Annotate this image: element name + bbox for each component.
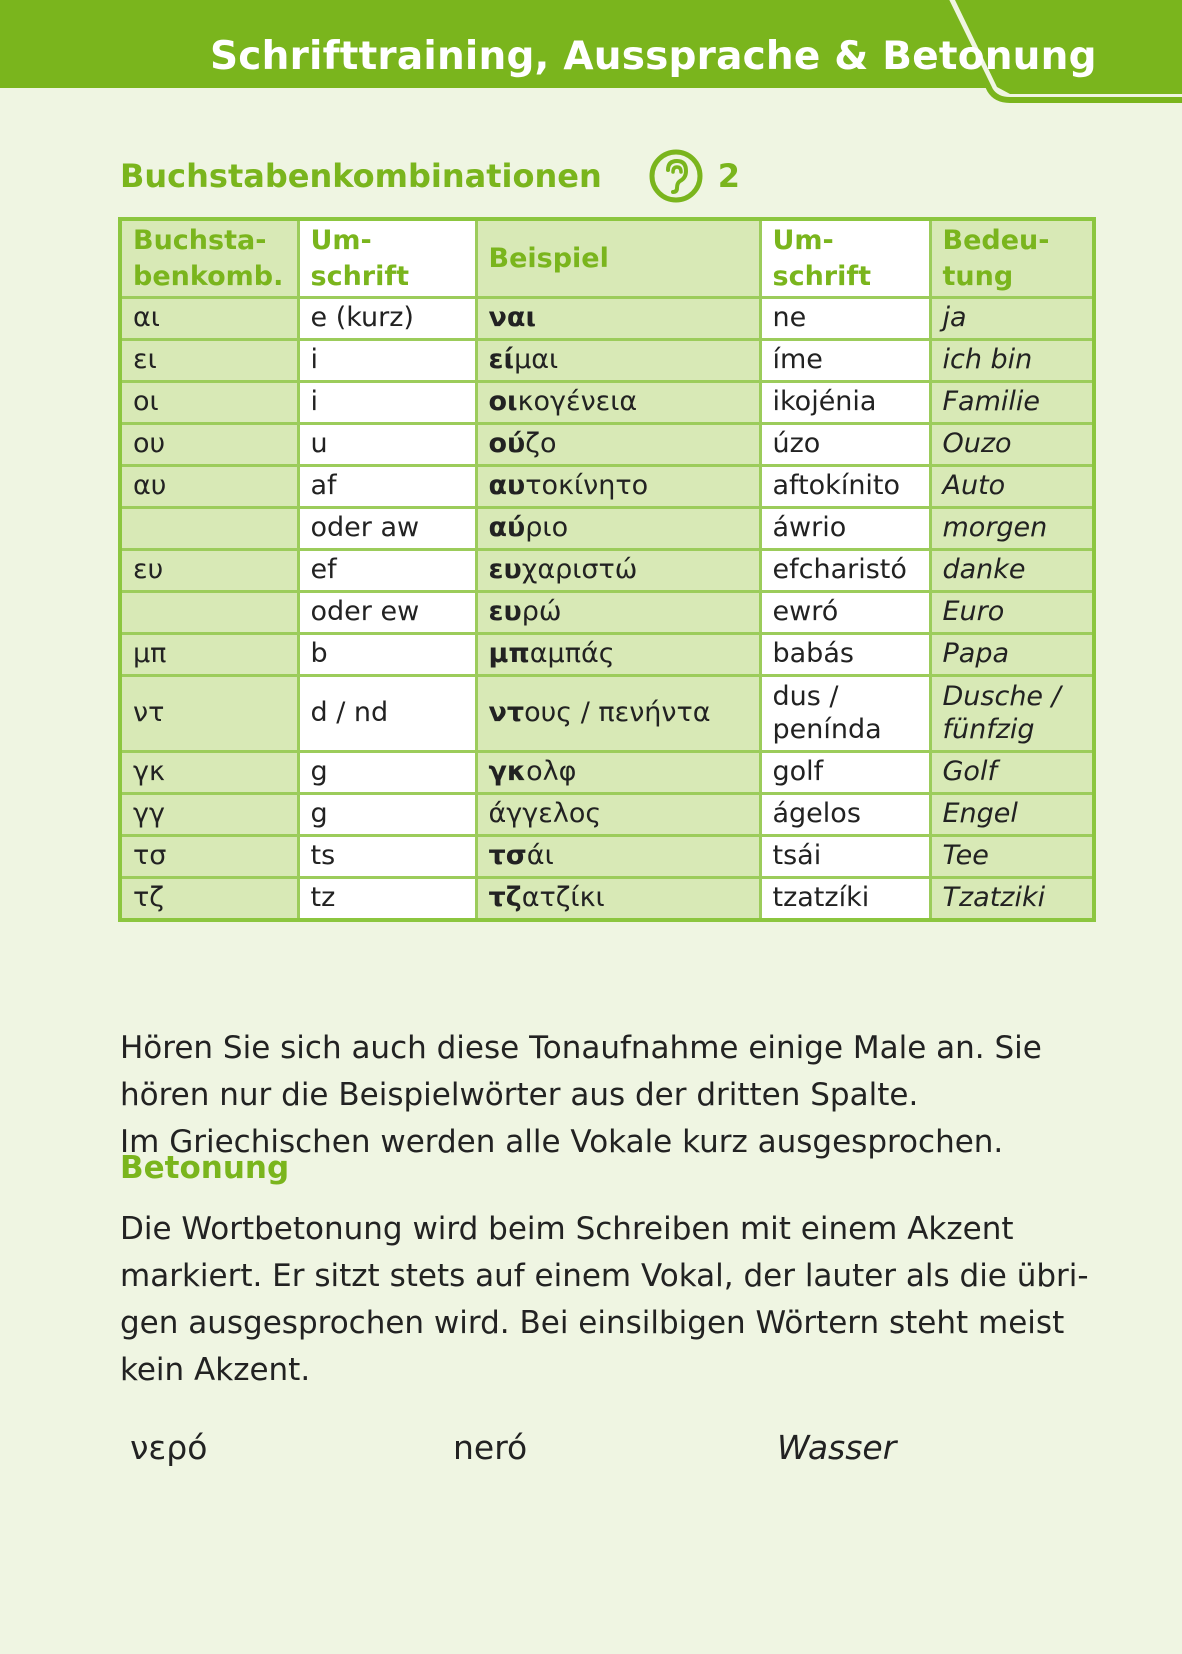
cell-example [476,508,760,550]
header-example-translit [760,219,930,298]
example-highlight: αύ [488,512,526,544]
cell-translit: e (kurz) [298,298,476,340]
cell-example [476,298,760,340]
cell-combo: οι [120,382,298,424]
cell-example-translit: tsái [760,836,930,878]
cell-combo: αι [120,298,298,340]
listening-note-line: hören nur die Beispielwörter aus der dritten Spalte. [120,1077,919,1113]
table-row [120,424,1094,466]
example-highlight: ευ [488,554,522,586]
cell-meaning: danke [930,550,1094,592]
cell-combo: τσ [120,836,298,878]
cell-combo: γκ [120,752,298,794]
table-row [120,298,1094,340]
table-row [120,794,1094,836]
track-number: 2 [717,157,741,195]
listening-note-line: Hören Sie sich auch diese Tonaufnahme einige Male an. Sie [120,1030,1042,1066]
audio-ear-icon [648,148,704,204]
table-row [120,592,1094,634]
header-example: Beispiel [476,219,760,298]
example-highlight: αυ [488,470,526,502]
cell-combo: ου [120,424,298,466]
header-translit-line-1: Um- [310,225,372,257]
example-rest: ολφ [526,756,577,788]
cell-combo: αυ [120,466,298,508]
table-row [120,676,1094,752]
header-translit [298,219,476,298]
cell-example [476,676,760,752]
table-row [120,878,1094,921]
cell-meaning: Ouzo [930,424,1094,466]
cell-example-translit: efcharistó [760,550,930,592]
example-rest: ρώ [521,596,562,628]
example-rest: χαριστώ [521,554,638,586]
cell-meaning: ich bin [930,340,1094,382]
cell-translit: d / nd [298,676,476,752]
example-rest: μαι [514,344,559,376]
example-rest: τοκίνητο [525,470,649,502]
cell-example-translit: aftokínito [760,466,930,508]
cell-example [476,794,760,836]
cell-translit: tz [298,878,476,921]
cell-meaning: Auto [930,466,1094,508]
stress-text-line: kein Akzent. [120,1352,311,1388]
table-row [120,752,1094,794]
header-translit-line-2: schrift [310,260,410,292]
header-band [0,0,1182,105]
table-body [120,298,1094,921]
cell-example [476,424,760,466]
stress-example [0,1428,1182,1488]
example-rest: αμπάς [529,638,615,670]
cell-combo: γγ [120,794,298,836]
section-title: Buchstabenkombinationen [120,157,602,195]
page-title: Schrifttraining, Aussprache & Betonung [210,34,1097,79]
header-meaning-line-1: Bedeu- [942,225,1050,257]
cell-translit: i [298,382,476,424]
cell-combo: τζ [120,878,298,921]
header-example-translit-line-2: schrift [772,260,872,292]
cell-example-translit: ewró [760,592,930,634]
cell-example [476,836,760,878]
cell-meaning: Golf [930,752,1094,794]
example-greek: νερό [130,1428,208,1467]
cell-combo: ντ [120,676,298,752]
table-row [120,340,1094,382]
example-highlight: τζ [488,882,522,914]
table-row [120,382,1094,424]
cell-example [476,592,760,634]
example-rest: ζο [525,428,557,460]
cell-translit: oder ew [298,592,476,634]
cell-translit: g [298,794,476,836]
cell-example-translit: úzo [760,424,930,466]
header-meaning-line-2: tung [942,260,1014,292]
example-highlight: ναι [488,302,536,334]
cell-meaning: Engel [930,794,1094,836]
cell-translit: b [298,634,476,676]
example-rest: ριο [525,512,569,544]
table-row [120,634,1094,676]
cell-translit: i [298,340,476,382]
cell-meaning: morgen [930,508,1094,550]
cell-meaning: Tee [930,836,1094,878]
example-highlight: μπ [488,638,530,670]
example-rest: ους / πενήντα [524,697,711,729]
example-rest: κογένεια [517,386,638,418]
table-row [120,836,1094,878]
section-header [120,152,740,200]
cell-translit: ef [298,550,476,592]
cell-meaning: Papa [930,634,1094,676]
example-highlight: ευ [488,596,522,628]
table-row [120,466,1094,508]
table-header-row [120,219,1094,298]
letter-combination-table [118,217,1096,922]
header-example-translit-line-1: Um- [772,225,834,257]
cell-example-translit: babás [760,634,930,676]
header-combo-line-1: Buchsta- [133,225,267,257]
cell-example-translit: áwrio [760,508,930,550]
cell-example [476,752,760,794]
stress-text [120,1206,1089,1394]
cell-example-translit: ikojénia [760,382,930,424]
cell-example [476,382,760,424]
stress-text-line: markiert. Er sitzt stets auf einem Vokal, der lauter als die übri- [120,1258,1089,1294]
cell-example-translit: ne [760,298,930,340]
example-rest: ατζίκι [521,882,605,914]
cell-example-translit: golf [760,752,930,794]
cell-example-translit: dus / penínda [760,676,930,752]
cell-translit: af [298,466,476,508]
cell-example [476,466,760,508]
table-row [120,550,1094,592]
example-translit: neró [453,1428,528,1467]
cell-example-translit: íme [760,340,930,382]
cell-example [476,340,760,382]
cell-combo [120,592,298,634]
listening-note [120,1025,1080,1166]
example-highlight: ού [488,428,526,460]
table-row [120,508,1094,550]
cell-example [476,878,760,921]
header-meaning [930,219,1094,298]
cell-combo: ευ [120,550,298,592]
cell-meaning: Tzatziki [930,878,1094,921]
header-combo [120,219,298,298]
cell-example-translit: tzatzíki [760,878,930,921]
example-highlight: τσ [488,840,527,872]
cell-combo: μπ [120,634,298,676]
cell-example [476,550,760,592]
stress-text-line: Die Wortbetonung wird beim Schreiben mit einem Akzent [120,1211,1014,1247]
stress-text-line: gen ausgesprochen wird. Bei einsilbigen Wörtern steht meist [120,1305,1065,1341]
cell-translit: ts [298,836,476,878]
example-highlight: οι [488,386,518,418]
example-highlight: ντ [488,697,525,729]
cell-meaning: ja [930,298,1094,340]
example-rest: άγγελος [488,798,602,830]
cell-combo [120,508,298,550]
example-highlight: γκ [488,756,527,788]
listening-note-line: Im Griechischen werden alle Vokale kurz ausgesprochen. [120,1124,1004,1160]
cell-example [476,634,760,676]
cell-meaning: Euro [930,592,1094,634]
cell-translit: g [298,752,476,794]
cell-meaning: Familie [930,382,1094,424]
cell-meaning: Dusche / fünfzig [930,676,1094,752]
header-combo-line-2: benkomb. [133,260,284,292]
cell-translit: oder aw [298,508,476,550]
stress-title: Betonung [120,1150,290,1186]
example-meaning: Wasser [777,1428,897,1467]
example-rest: άι [526,840,554,872]
cell-combo: ει [120,340,298,382]
example-highlight: εί [488,344,515,376]
cell-example-translit: ágelos [760,794,930,836]
cell-translit: u [298,424,476,466]
